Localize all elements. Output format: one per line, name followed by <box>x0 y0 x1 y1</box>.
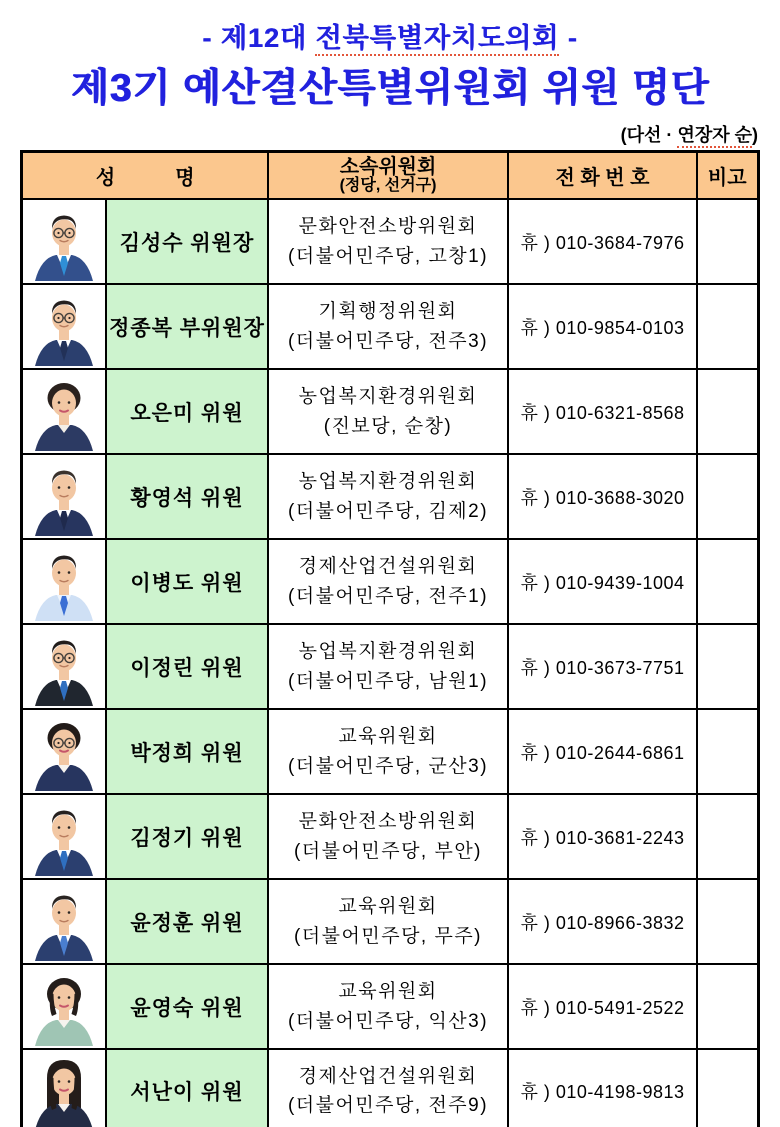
member-name: 황영석 위원 <box>106 454 268 539</box>
member-party-district: (더불어민주당, 고창1) <box>287 245 489 267</box>
member-photo-cell <box>22 879 106 964</box>
col-header-committee <box>268 152 508 200</box>
subtitle-suffix: - <box>559 23 578 53</box>
member-remark <box>697 454 758 539</box>
member-remark <box>697 539 758 624</box>
member-row <box>22 369 758 454</box>
member-row <box>22 964 758 1049</box>
member-row <box>22 879 758 964</box>
member-committee: 농업복지환경위원회 <box>298 641 478 663</box>
sort-order-note <box>22 121 758 147</box>
member-name: 박정희 위원 <box>106 709 268 794</box>
member-photo <box>29 628 99 706</box>
subtitle-underlined-text: 전북특별자치도의회 <box>315 23 559 56</box>
member-committee: 경제산업건설위원회 <box>298 1065 478 1087</box>
member-photo <box>29 288 99 366</box>
member-party-district: (더불어민주당, 전주9) <box>287 1095 489 1117</box>
member-committee: 교육위원회 <box>338 981 438 1003</box>
col-header-committee-line1: 소속위원회 <box>339 156 437 179</box>
col-header-remark: 비고 <box>697 152 758 200</box>
member-committee-cell <box>268 454 508 539</box>
col-header-committee-line2: (정당, 선거구) <box>339 177 437 195</box>
member-photo-cell <box>22 199 106 284</box>
member-committee: 농업복지환경위원회 <box>298 471 478 493</box>
header-row <box>22 152 758 200</box>
member-remark <box>697 794 758 879</box>
member-name: 김성수 위원장 <box>106 199 268 284</box>
member-photo <box>29 373 99 451</box>
member-row <box>22 794 758 879</box>
subtitle-prefix: - 제12대 <box>202 23 316 53</box>
member-photo <box>29 1052 99 1127</box>
member-row <box>22 284 758 369</box>
member-row <box>22 454 758 539</box>
member-name: 이병도 위원 <box>106 539 268 624</box>
member-phone: 휴 ) 010-2644-6861 <box>508 709 697 794</box>
member-phone: 휴 ) 010-6321-8568 <box>508 369 697 454</box>
member-row <box>22 199 758 284</box>
member-remark <box>697 624 758 709</box>
member-phone: 휴 ) 010-8966-3832 <box>508 879 697 964</box>
member-committee: 문화안전소방위원회 <box>298 216 478 238</box>
member-remark <box>697 879 758 964</box>
member-committee: 경제산업건설위원회 <box>298 556 478 578</box>
member-photo-cell <box>22 454 106 539</box>
member-row <box>22 624 758 709</box>
member-name: 오은미 위원 <box>106 369 268 454</box>
member-committee-cell <box>268 624 508 709</box>
member-phone: 휴 ) 010-9854-0103 <box>508 284 697 369</box>
members-table-body <box>22 199 758 1127</box>
member-remark <box>697 1049 758 1127</box>
members-table <box>20 150 759 1127</box>
member-party-district: (진보당, 순창) <box>323 415 453 437</box>
member-phone: 휴 ) 010-3681-2243 <box>508 794 697 879</box>
member-name: 이정린 위원 <box>106 624 268 709</box>
member-photo-cell <box>22 709 106 794</box>
member-photo <box>29 458 99 536</box>
member-phone: 휴 ) 010-3673-7751 <box>508 624 697 709</box>
member-photo-cell <box>22 794 106 879</box>
member-party-district: (더불어민주당, 익산3) <box>287 1010 489 1032</box>
member-row <box>22 709 758 794</box>
member-row <box>22 539 758 624</box>
col-header-phone: 전 화 번 호 <box>508 152 697 200</box>
member-phone: 휴 ) 010-4198-9813 <box>508 1049 697 1127</box>
member-party-district: (더불어민주당, 군산3) <box>287 755 489 777</box>
members-table-header <box>22 152 758 200</box>
member-phone: 휴 ) 010-3688-3020 <box>508 454 697 539</box>
note-suffix: ) <box>752 125 758 145</box>
member-photo-cell <box>22 369 106 454</box>
member-committee-cell <box>268 284 508 369</box>
member-name: 서난이 위원 <box>106 1049 268 1127</box>
member-photo-cell <box>22 1049 106 1127</box>
note-underlined-text: 연장자 순 <box>677 125 752 148</box>
member-committee: 문화안전소방위원회 <box>298 811 478 833</box>
member-photo <box>29 798 99 876</box>
page-subtitle <box>0 16 780 55</box>
member-name: 윤영숙 위원 <box>106 964 268 1049</box>
member-photo-cell <box>22 284 106 369</box>
member-photo <box>29 203 99 281</box>
note-prefix: (다선 · <box>620 125 678 145</box>
member-name: 정종복 부위원장 <box>106 284 268 369</box>
member-photo <box>29 968 99 1046</box>
page-title: 제3기 예산결산특별위원회 위원 명단 <box>70 67 710 110</box>
member-photo-cell <box>22 964 106 1049</box>
member-photo-cell <box>22 624 106 709</box>
member-committee-cell <box>268 964 508 1049</box>
member-remark <box>697 284 758 369</box>
member-name: 윤정훈 위원 <box>106 879 268 964</box>
member-committee: 교육위원회 <box>338 726 438 748</box>
member-photo <box>29 543 99 621</box>
member-committee-cell <box>268 794 508 879</box>
member-party-district: (더불어민주당, 부안) <box>293 840 483 862</box>
member-name: 김정기 위원 <box>106 794 268 879</box>
member-row <box>22 1049 758 1127</box>
member-committee: 기획행정위원회 <box>318 301 458 323</box>
member-committee-cell <box>268 709 508 794</box>
member-photo <box>29 883 99 961</box>
member-committee: 농업복지환경위원회 <box>298 386 478 408</box>
member-party-district: (더불어민주당, 전주3) <box>287 330 489 352</box>
member-party-district: (더불어민주당, 무주) <box>293 925 483 947</box>
member-party-district: (더불어민주당, 전주1) <box>287 585 489 607</box>
member-remark <box>697 964 758 1049</box>
member-committee-cell <box>268 369 508 454</box>
member-remark <box>697 709 758 794</box>
member-phone: 휴 ) 010-5491-2522 <box>508 964 697 1049</box>
member-committee-cell <box>268 539 508 624</box>
member-committee-cell <box>268 199 508 284</box>
member-remark <box>697 199 758 284</box>
col-header-name: 성 명 <box>22 152 268 200</box>
member-party-district: (더불어민주당, 김제2) <box>287 500 489 522</box>
member-photo <box>29 713 99 791</box>
member-phone: 휴 ) 010-3684-7976 <box>508 199 697 284</box>
member-committee-cell <box>268 879 508 964</box>
member-committee-cell <box>268 1049 508 1127</box>
member-party-district: (더불어민주당, 남원1) <box>287 670 489 692</box>
member-photo-cell <box>22 539 106 624</box>
member-phone: 휴 ) 010-9439-1004 <box>508 539 697 624</box>
member-remark <box>697 369 758 454</box>
member-committee: 교육위원회 <box>338 896 438 918</box>
